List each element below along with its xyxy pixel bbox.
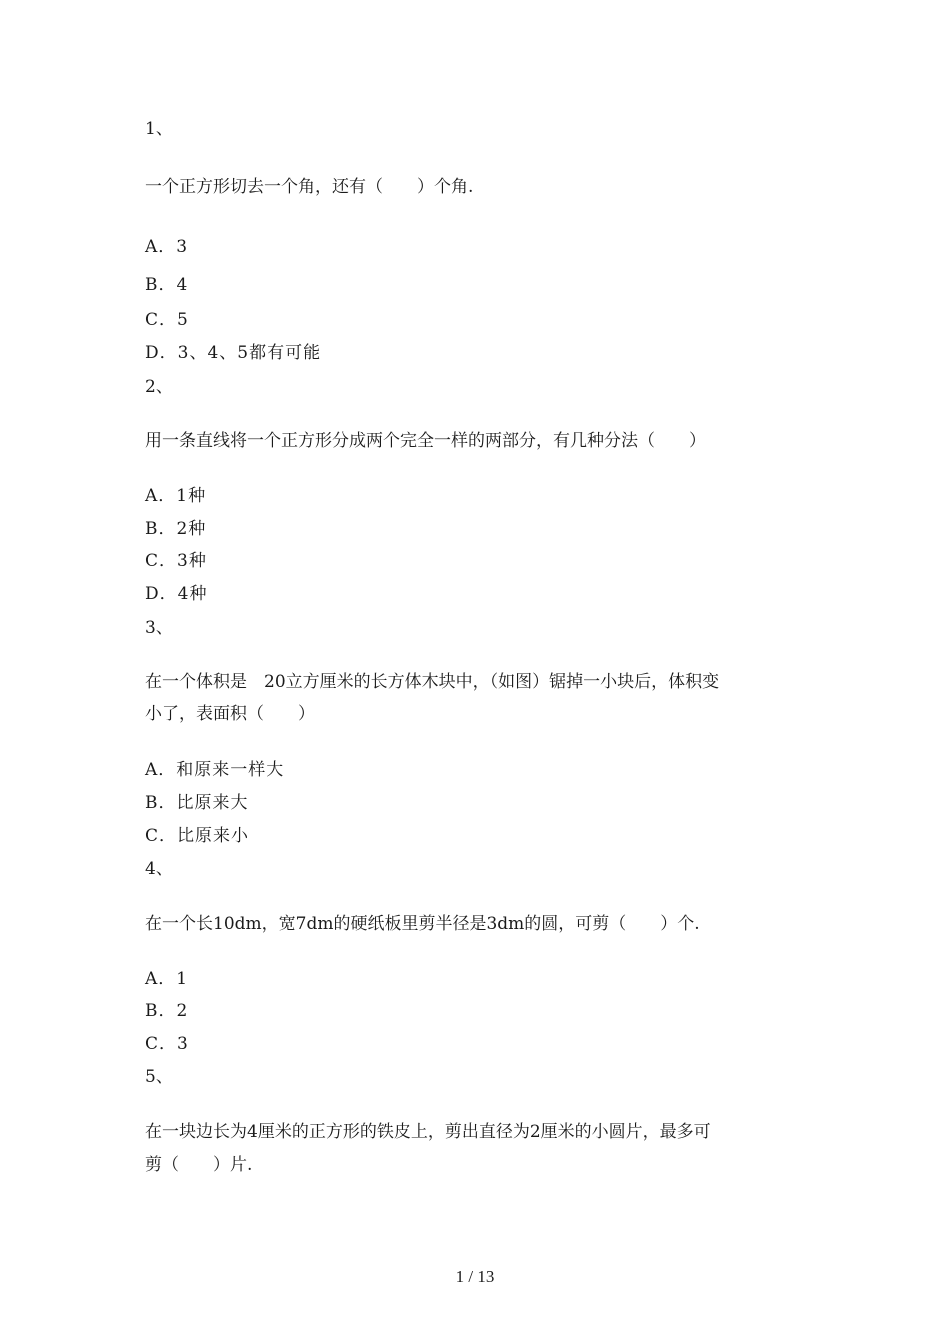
question-text: 在一块边长为4厘米的正方形的铁皮上，剪出直径为2厘米的小圆片，最多可 — [145, 1122, 711, 1142]
question-number: 1、 — [145, 119, 173, 139]
question-text-continued: 剪（ ）片. — [145, 1155, 253, 1175]
question-text: 用一条直线将一个正方形分成两个完全一样的两部分，有几种分法（ ） — [145, 431, 706, 451]
option-b: B．比原来大 — [145, 793, 249, 813]
option-a: A．和原来一样大 — [145, 760, 285, 780]
question-text-continued: 小了，表面积（ ） — [145, 704, 315, 724]
option-c: C．比原来小 — [145, 826, 250, 846]
option-a: A．3 — [145, 237, 189, 257]
page-indicator: 1 / 13 — [455, 1267, 495, 1286]
question-text: 一个正方形切去一个角，还有（ ）个角. — [145, 177, 474, 197]
question-number: 4、 — [145, 859, 173, 879]
option-b: B．2 — [145, 1001, 189, 1021]
question-number: 2、 — [145, 377, 173, 397]
question-number: 5、 — [145, 1067, 173, 1087]
question-number: 3、 — [145, 618, 173, 638]
option-b: B．4 — [145, 275, 189, 295]
option-d: D．4种 — [145, 584, 208, 604]
option-c: C．5 — [145, 310, 189, 330]
option-c: C．3种 — [145, 551, 207, 571]
option-c: C．3 — [145, 1034, 189, 1054]
question-text: 在一个长10dm，宽7dm的硬纸板里剪半径是3dm的圆，可剪（ ）个. — [145, 914, 700, 934]
question-text: 在一个体积是 20立方厘米的长方体木块中，（如图）锯掉一小块后，体积变 — [145, 672, 720, 692]
option-d: D．3、4、5都有可能 — [145, 343, 322, 363]
option-a: A．1种 — [145, 486, 207, 506]
option-b: B．2种 — [145, 519, 207, 539]
option-a: A．1 — [145, 969, 189, 989]
